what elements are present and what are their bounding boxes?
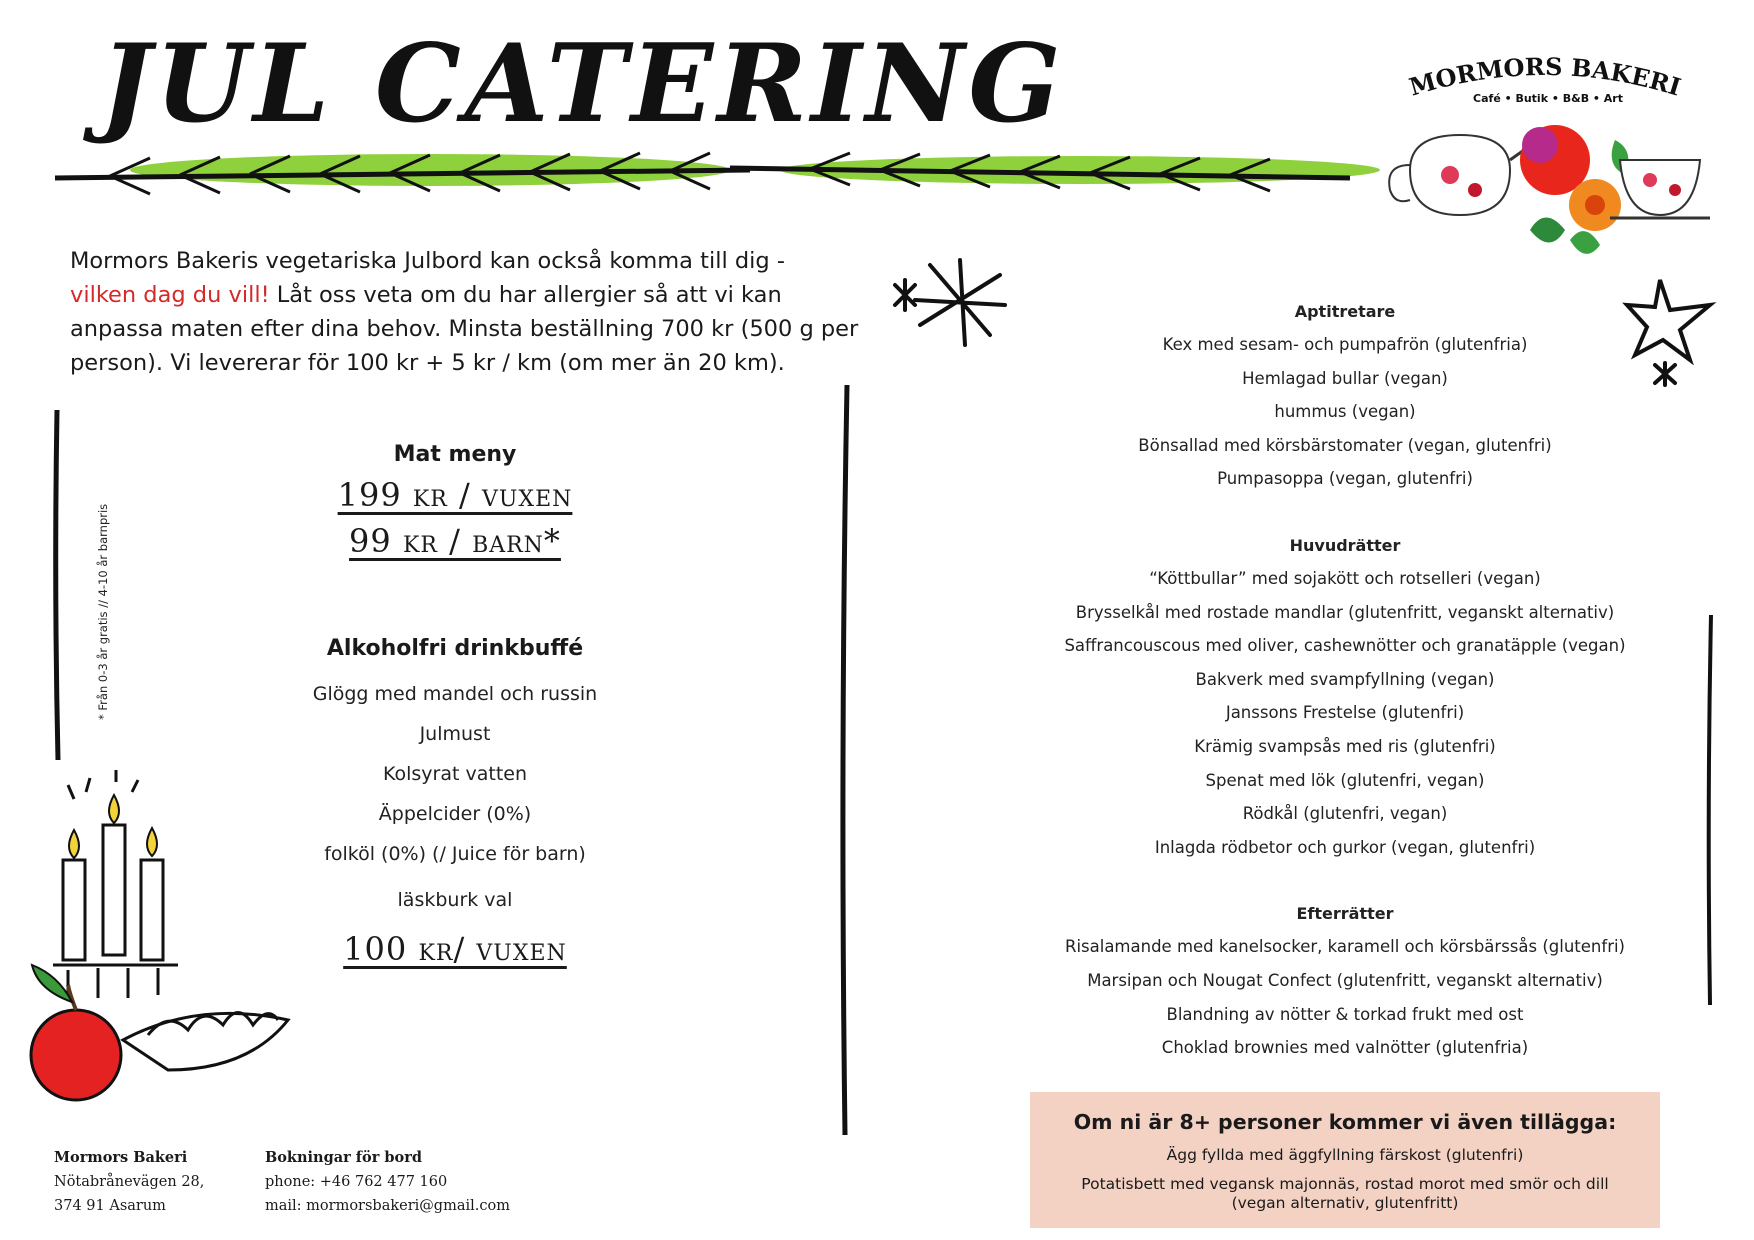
drink-item: Kolsyrat vatten — [382, 763, 528, 785]
address-line: Nötabrånevägen 28, — [54, 1174, 205, 1190]
extras-item: Potatisbett med vegansk majonnäs, rostad morot med smör och dill (vegan alternativ, glutenfritt) — [1081, 1175, 1609, 1212]
menu-item: Kex med sesam- och pumpafrön (glutenfria) — [1162, 335, 1528, 354]
candles-apple-illustration — [28, 770, 328, 1120]
starters-title: Aptitretare — [1294, 302, 1396, 321]
menu-item: Saffrancouscous med oliver, cashewnötter och granatäpple (vegan) — [1064, 636, 1626, 656]
desserts-title: Efterrätter — [1296, 904, 1394, 924]
food-menu-title: Mat meny — [393, 442, 517, 467]
drink-item: Äppelcider (0%) — [378, 803, 532, 825]
asterisk-icon — [890, 255, 1010, 345]
menu-item: Blandning av nötter & torkad frukt med ost — [1166, 1004, 1524, 1024]
bakery-name: Mormors Bakeri — [54, 1149, 188, 1166]
address-line: 374 91 Asarum — [54, 1198, 166, 1214]
drink-item: läskburk val — [397, 889, 513, 911]
drinks-title: Alkoholfri drinkbuffé — [326, 636, 584, 661]
menu-item: Hemlagad bullar (vegan) — [1242, 368, 1448, 388]
menu-item: Rödkål (glutenfri, vegan) — [1242, 804, 1448, 824]
age-pricing-note: * Från 0-3 år gratis // 4-10 år barnpris — [96, 503, 110, 720]
intro-text — [70, 244, 870, 380]
booking-phone: phone: +46 762 477 160 — [265, 1174, 448, 1190]
bakery-logo — [1380, 40, 1710, 280]
price-adult: 199 kr / vuxen — [337, 476, 573, 514]
garland-decoration — [50, 140, 1350, 220]
drink-item: Julmust — [419, 723, 491, 745]
drink-item: folköl (0%) (/ Juice för barn) — [324, 843, 586, 865]
extras-item: Ägg fyllda med äggfyllning färskost (glutenfri) — [1166, 1146, 1524, 1164]
menu-item: Brysselkål med rostade mandlar (glutenfritt, veganskt alternativ) — [1075, 602, 1615, 622]
booking-mail: mail: mormorsbakeri@gmail.com — [265, 1198, 510, 1214]
menu-item: Choklad brownies med valnötter (glutenfria) — [1161, 1038, 1529, 1058]
extras-box — [1030, 1092, 1660, 1228]
mains-title: Huvudrätter — [1289, 535, 1401, 555]
menu-item: Spenat med lök (glutenfri, vegan) — [1205, 770, 1485, 790]
brush-stroke-left — [52, 410, 62, 760]
intro-highlight: vilken dag du vill! — [70, 282, 270, 308]
menu-item: Bakverk med svampfyllning (vegan) — [1195, 669, 1495, 689]
booking-block — [265, 1146, 510, 1218]
menu-item: Bönsallad med körsbärstomater (vegan, glutenfri) — [1138, 435, 1552, 455]
menu-item: “Köttbullar” med sojakött och rotselleri (vegan) — [1149, 568, 1541, 588]
brush-stroke-right — [1705, 615, 1715, 1005]
menu-item: Inlagda rödbetor och gurkor (vegan, glutenfri) — [1154, 837, 1536, 857]
logo-name: MORMORS BAKERI — [1405, 51, 1685, 102]
menu-item: Pumpasoppa (vegan, glutenfri) — [1217, 469, 1473, 489]
intro-part1: Mormors Bakeris vegetariska Julbord kan också komma till dig - — [70, 248, 785, 274]
address-block — [54, 1146, 204, 1218]
menu-item: Krämig svampsås med ris (glutenfri) — [1194, 736, 1496, 756]
page-title: JUL CATERING — [100, 21, 1065, 147]
brush-stroke-center — [838, 385, 852, 1135]
menu-item: Janssons Frestelse (glutenfri) — [1225, 703, 1465, 723]
menu-item: hummus (vegan) — [1274, 402, 1416, 422]
drink-item: Glögg med mandel och russin — [312, 683, 598, 705]
menu-item: Marsipan och Nougat Confect (glutenfritt, veganskt alternativ) — [1087, 970, 1603, 990]
food-menu-list — [1020, 295, 1670, 1065]
drinks-price: 100 kr/ vuxen — [343, 930, 567, 968]
booking-title: Bokningar för bord — [265, 1149, 422, 1166]
extras-title: Om ni är 8+ personer kommer vi även tillägga: — [1073, 1110, 1617, 1134]
logo-subtitle: Café • Butik • B&B • Art — [1473, 92, 1623, 105]
menu-item: Risalamande med kanelsocker, karamell och körsbärssås (glutenfri) — [1064, 937, 1625, 957]
price-child: 99 kr / barn* — [349, 522, 561, 560]
intro-part2: Låt oss veta om du har allergier så att vi kan anpassa maten efter dina behov. Minsta beställning 700 kr (500 g per person). Vi levererar för 100 kr + 5 kr / km (om mer än 20 km). — [70, 282, 859, 376]
